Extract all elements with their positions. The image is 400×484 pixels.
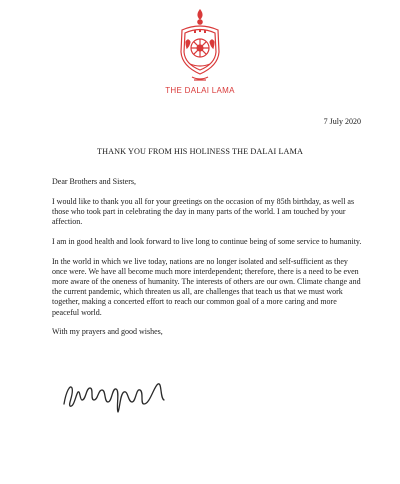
seal-emblem-icon bbox=[176, 8, 224, 84]
letter-body bbox=[52, 177, 364, 347]
paragraph-2: I am in good health and look forward to live long to continue being of some service to humanity. bbox=[52, 236, 362, 246]
signature-icon bbox=[60, 374, 170, 414]
letter-date: 7 July 2020 bbox=[323, 117, 361, 126]
paragraph-3: In the world in which we live today, nations are no longer isolated and self-sufficient as they once were. We have all become much more interdependent; therefore, there is a need to be even more aware of the oneness of humanity. The interests of others are our own. Climate change and the current pandemic, which threaten us all, are challenges that teach us that we must work together, making a concerted effort to reach our common goal of a more caring and more peaceful world. bbox=[52, 256, 361, 317]
salutation: Dear Brothers and Sisters, bbox=[52, 177, 136, 186]
letterhead-name: THE DALAI LAMA bbox=[165, 86, 235, 95]
letter-heading: THANK YOU FROM HIS HOLINESS THE DALAI LAMA bbox=[97, 147, 303, 156]
closing: With my prayers and good wishes, bbox=[52, 327, 163, 337]
paragraph-1: I would like to thank you all for your greetings on the occasion of my 85th birthday, as well as those who took part in celebrating the day in many parts of the world. I am touched by your affection. bbox=[52, 196, 355, 227]
